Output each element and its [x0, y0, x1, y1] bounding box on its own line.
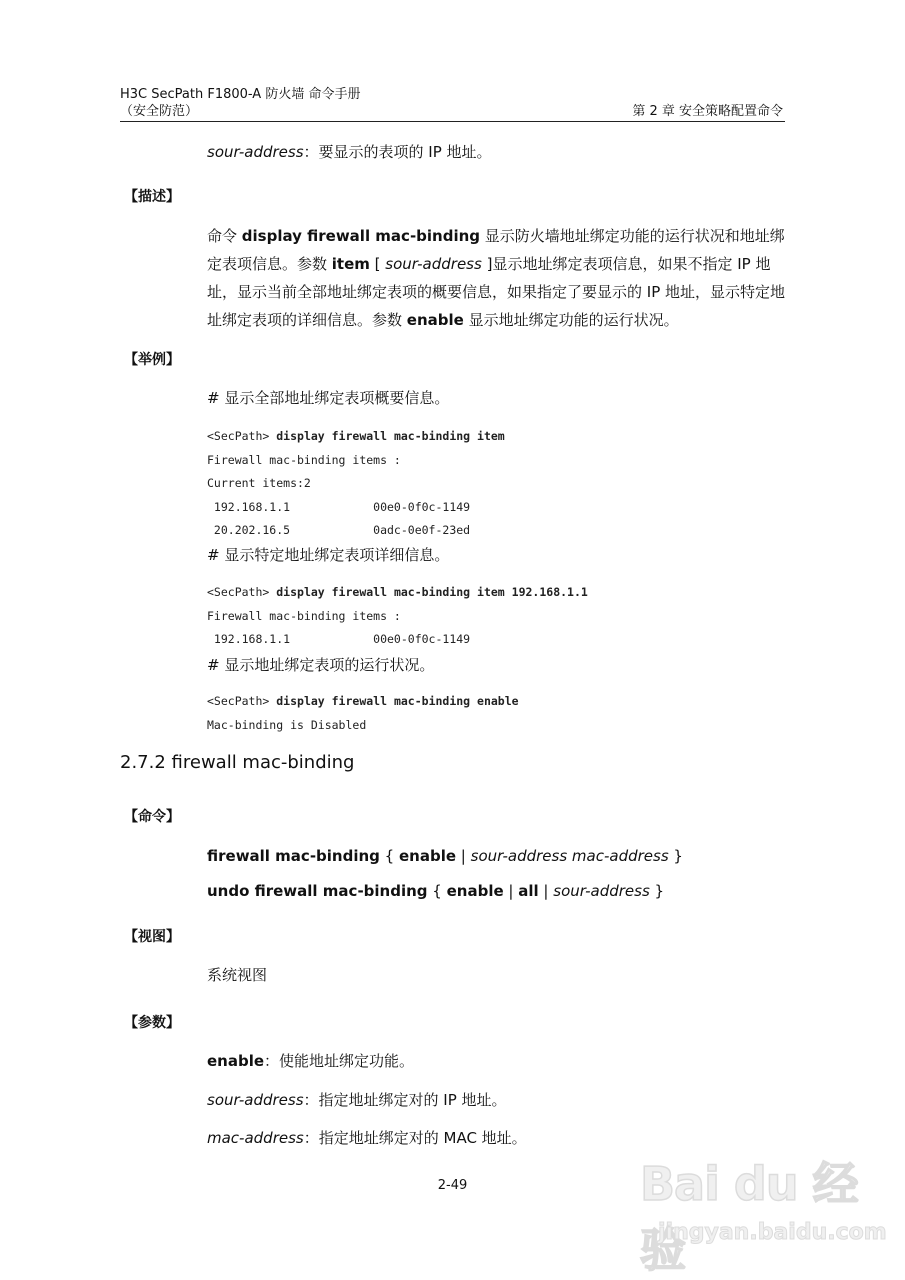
desc-command: display firewall mac-binding	[241, 227, 481, 245]
syntax-args: sour-address mac-address	[470, 847, 669, 865]
manual-title: H3C SecPath F1800-A 防火墙 命令手册	[120, 87, 361, 102]
param-sour-address-top	[207, 140, 787, 164]
code-command: display firewall mac-binding item	[276, 429, 505, 443]
page-number: 2-49	[437, 1178, 468, 1193]
param-term: mac-address	[207, 1129, 304, 1147]
code-command-line	[207, 690, 519, 714]
syntax-punct: |	[538, 882, 554, 900]
chapter-title: 第 2 章 安全策略配置命令	[632, 104, 783, 119]
code-command: display firewall mac-binding item 192.168.1.1	[276, 585, 588, 599]
syntax-punct: }	[649, 882, 665, 900]
command-syntax-undo-line	[207, 879, 787, 903]
param-desc: ：指定地址绑定对的 IP 地址。	[303, 1091, 507, 1109]
example-note: # 显示特定地址绑定表项详细信息。	[207, 546, 450, 564]
description-paragraph	[207, 222, 787, 334]
desc-text: 显示防火墙地址绑定功能的运行状况和地址绑定表项信息。参数	[207, 227, 785, 273]
code-prompt: <SecPath>	[207, 429, 277, 443]
code-output-line: 192.168.1.1 00e0-0f0c-1149	[207, 632, 471, 647]
syntax-args: sour-address	[553, 882, 650, 900]
param-desc: ：使能地址绑定功能。	[264, 1052, 415, 1070]
example-note: # 显示全部地址绑定表项概要信息。	[207, 389, 450, 407]
watermark-url: jingyan.baidu.com	[658, 1220, 887, 1245]
watermark-logo: Bai du 经验	[640, 1157, 858, 1277]
syntax-keyword: enable	[399, 847, 457, 865]
section-describe-heading: 【描述】	[124, 189, 180, 205]
code-command-line	[207, 425, 505, 449]
syntax-keyword: all	[518, 882, 539, 900]
desc-text: [	[369, 255, 386, 273]
desc-enable-keyword: enable	[406, 311, 464, 329]
syntax-punct: {	[379, 847, 399, 865]
code-output-line: 192.168.1.1 00e0-0f0c-1149	[207, 499, 471, 514]
code-command: display firewall mac-binding enable	[276, 694, 519, 708]
syntax-punct: |	[456, 847, 471, 865]
view-text: 系统视图	[207, 966, 268, 984]
code-output-line: 20.202.16.5 0adc-0e0f-23ed	[207, 523, 471, 538]
param-desc: ：要显示的表项的 IP 地址。	[303, 143, 492, 161]
desc-item-keyword: item	[331, 255, 370, 273]
subsection-heading: 2.7.2 firewall mac-binding	[120, 752, 355, 773]
code-output-line: Firewall mac-binding items :	[207, 608, 401, 623]
code-prompt: <SecPath>	[207, 585, 277, 599]
desc-text: 命令	[207, 227, 242, 245]
section-example-heading: 【举例】	[124, 352, 180, 368]
param-term: sour-address	[207, 1091, 304, 1109]
param-desc: ：指定地址绑定对的 MAC 地址。	[303, 1129, 527, 1147]
code-output-line: Firewall mac-binding items :	[207, 452, 401, 467]
code-output-line: Mac-binding is Disabled	[207, 717, 367, 732]
code-block	[207, 425, 505, 543]
param-enable	[207, 1049, 787, 1073]
syntax-punct: }	[668, 847, 683, 865]
desc-text: ]显示地址绑定表项信息，如果不指定 IP 地址，显示当前全部地址绑定表项的概要信息，如果指定了要显示的 IP 地址，显示特定地址绑定表项的详细信息。参数	[207, 255, 786, 329]
param-term: enable	[207, 1052, 265, 1070]
manual-subtitle: （安全防范）	[120, 104, 199, 119]
example-note: # 显示地址绑定表项的运行状况。	[207, 656, 435, 674]
desc-text: 显示地址绑定功能的运行状况。	[463, 311, 679, 329]
syntax-command: undo firewall mac-binding	[207, 882, 428, 900]
running-header-left	[120, 86, 360, 120]
desc-sour-address: sour-address	[385, 255, 482, 273]
command-syntax-line	[207, 844, 787, 868]
code-command-line	[207, 581, 588, 605]
syntax-keyword: enable	[446, 882, 504, 900]
param-sour-address	[207, 1088, 787, 1112]
code-output-line: Current items:2	[207, 476, 311, 491]
code-block	[207, 581, 588, 652]
code-block	[207, 690, 519, 737]
baidu-jingyan-watermark	[640, 1140, 887, 1277]
syntax-punct: |	[503, 882, 519, 900]
section-command-heading: 【命令】	[124, 809, 180, 825]
code-prompt: <SecPath>	[207, 694, 277, 708]
section-params-heading: 【参数】	[124, 1015, 180, 1031]
syntax-punct: {	[427, 882, 447, 900]
header-divider	[120, 121, 785, 122]
section-view-heading: 【视图】	[124, 929, 180, 945]
param-term: sour-address	[207, 143, 304, 161]
syntax-command: firewall mac-binding	[207, 847, 380, 865]
